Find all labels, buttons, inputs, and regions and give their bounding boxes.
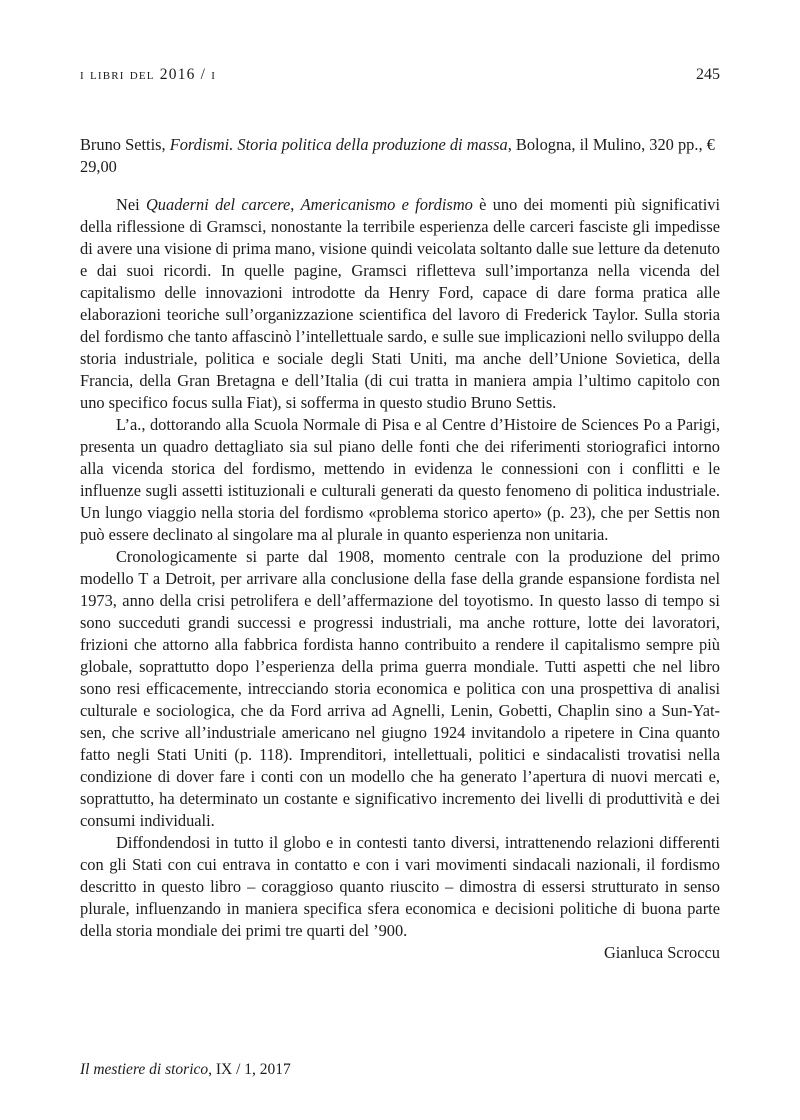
footer-issue: , IX / 1, 2017 — [208, 1061, 291, 1078]
paragraph-3: Cronologicamente si parte dal 1908, momento centrale con la produzione del primo modello T a Detroit, per arrivare alla conclusione della fase della grande espansione fordista nel 1973, anno della crisi petrolifera e dell’affermazione del toyotismo. In questo lasso di tempo si sono succeduti grandi successi e progressi industriali, ma anche rotture, lotte dei lavoratori, frizioni che attorno alla fabbrica fordista hanno contribuito a rendere il capitalismo sempre più globale, soprattutto dopo l’esperienza della prima guerra mondiale. Tutti aspetti che nel libro sono resi efficacemente, intrecciando storia economica e politica con una prospettiva di analisi culturale e sociologica, che da Ford arriva ad Agnelli, Lenin, Gobetti, Chaplin sino a Sun-Yat-sen, che scrive all’industriale americano nel giugno 1924 invitandolo a ripetere in Cina quanto fatto negli Stati Uniti (p. 118). Imprenditori, intellettuali, politici e sindacalisti trovatisi nella condizione di dover fare i conti con un modello che ha generato l’apertura di nuovi mercati e, soprattutto, ha determinato un costante e significativo incremento dei livelli di produttività e dei consumi individuali. — [80, 547, 720, 830]
page-number: 245 — [696, 66, 720, 83]
paragraph-4: Diffondendosi in tutto il globo e in contesti tanto diversi, intrattenendo relazioni differenti con gli Stati con cui entrava in contatto e con i vari movimenti sindacali nazionali, il fordismo descritto in questo libro – coraggioso quanto riuscito – dimostra di essersi strutturato in senso plurale, influenzando in maniera specifica sfera economica e decisioni politiche di buona parte della storia mondiale dei primi tre quarti del ’900. — [80, 833, 720, 940]
footer-journal-name: Il mestiere di storico — [80, 1061, 209, 1078]
running-head — [80, 66, 720, 88]
running-head-title: i libri del 2016 / i — [80, 66, 217, 83]
p1-book-title-americanismo: Americanismo e fordismo — [300, 195, 473, 214]
p1-text-c: , — [290, 195, 301, 214]
review-body — [80, 194, 720, 964]
paragraph-2: L’a., dottorando alla Scuola Normale di Pisa e al Centre d’Histoire de Sciences Po a Parigi, presenta un quadro dettagliato sia sul piano delle fonti che dei riferimenti storiografici intorno alla vicenda storica del fordismo, mettendo in evidenza le connessioni con i conflitti e le influenze sugli assetti istituzionali e culturali generati da questo fenomeno di politica industriale. Un lungo viaggio nella storia del fordismo «problema storico aperto» (p. 23), che per Settis non può essere declinato al singolare ma al plurale in quanto esperienza non unitaria. — [80, 415, 720, 544]
page — [80, 0, 720, 1120]
p1-text-a: Nei — [116, 195, 146, 214]
journal-footer — [80, 1061, 291, 1079]
paragraph-1 — [80, 194, 720, 414]
book-citation — [80, 134, 720, 178]
reviewer-signature: Gianluca Scroccu — [603, 943, 720, 962]
p1-text-e: è uno dei momenti più significativi della riflessione di Gramsci, nonostante la terribile esperienza delle carceri fasciste gli impedisse di avere una visione di prima mano, visione quindi veicolata soltanto dalle sue letture da detenuto e dai suoi ricordi. In quelle pagine, Gramsci rifletteva sull’importanza nella vicenda del capitalismo delle innovazioni introdotte da Henry Ford, capace di dare forma pratica alle elaborazioni teoriche sull’organizzazione scientifica del lavoro di Frederick Taylor. Sulla storia del fordismo che tanto affascinò l’intellettuale sardo, e sulle sue implicazioni nello sviluppo della storia industriale, politica e sociale degli Stati Uniti, ma anche dell’Unione Sovietica, della Francia, della Gran Bretagna e dell’Italia (di cui tratta in maniera ampia l’ultimo capitolo con uno specifico focus sulla Fiat), si sofferma in questo studio Bruno Settis. — [80, 195, 720, 412]
citation-author: Bruno Settis, — [80, 135, 170, 154]
citation-details: , Bologna, il Mulino, 320 pp., € 29,00 — [80, 135, 715, 176]
p1-book-title-quaderni: Quaderni del carcere — [145, 195, 291, 214]
citation-title: Fordismi. Storia politica della produzione di massa — [169, 135, 508, 154]
